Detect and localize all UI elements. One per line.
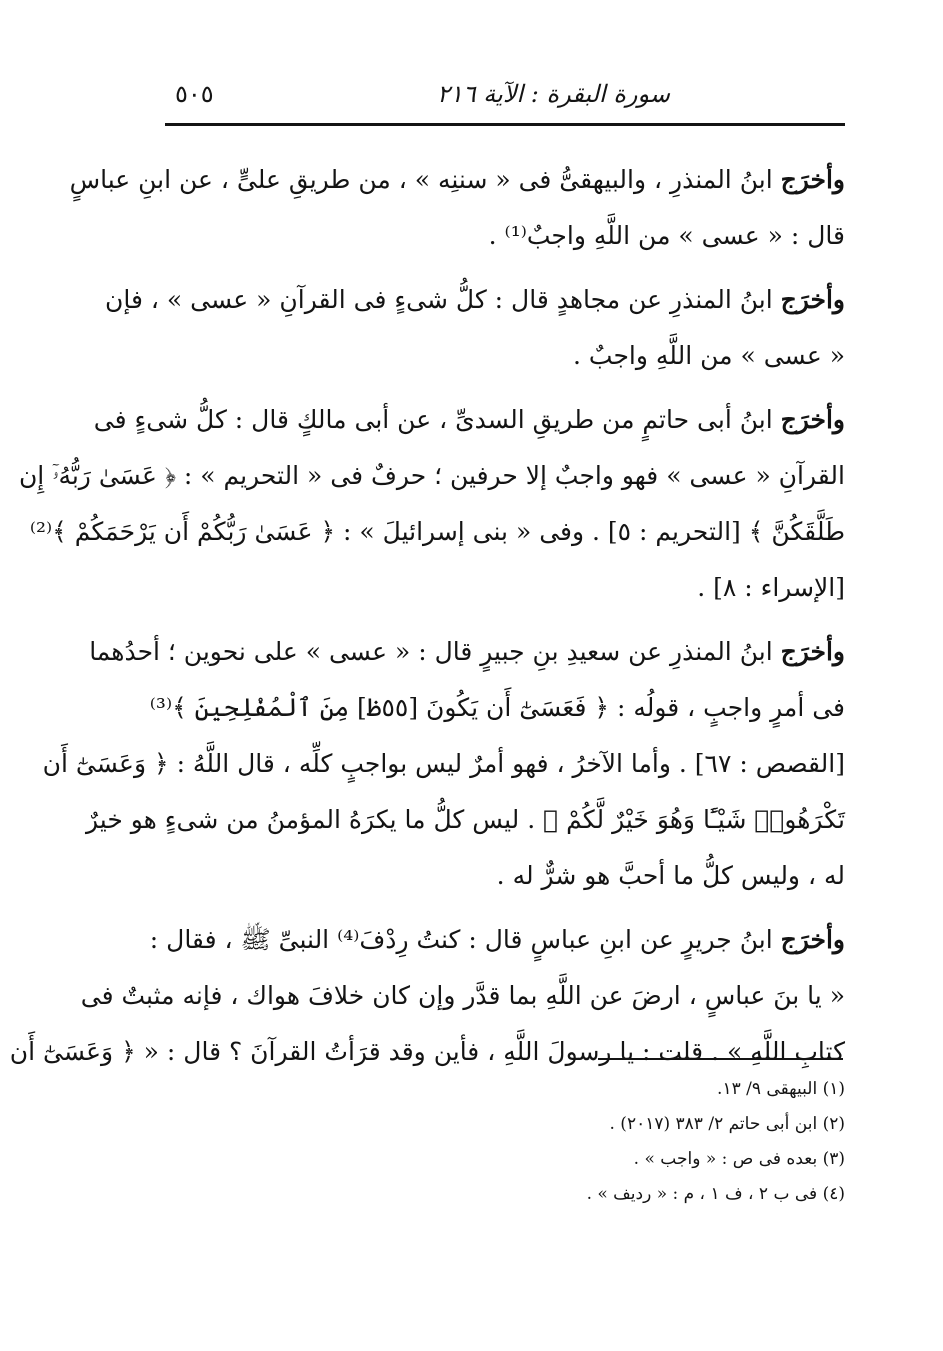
footnotes (160, 1072, 845, 1212)
line-text: كتابِ اللَّهِ » . قلت : يا رسولَ اللَّهِ ، فأين وقد قرَأتُ القرآنَ ؟ قال : « ﴿ وَعَسَىٰٓ أَن (9, 1037, 845, 1066)
line-text: [الإسراء : ٨] . (697, 573, 845, 602)
text-line (69, 152, 845, 208)
line-text: القرآنِ « عسى » فهو واجبٌ إلا حرفين ؛ حرفٌ فى « التحريم » : ﴿ عَسَىٰ رَبُّهُۥٓ إِن (18, 461, 845, 490)
line-text: « يا بنَ عباسٍ ، ارضَ عن اللَّهِ بما قدَّر وإن كان خلافَ هواك ، فإنه مثبتٌ فى (80, 981, 845, 1010)
line-text: ابنُ المنذرِ ، والبيهقىُّ فى « سننِه » ، من طريقِ علىٍّ ، عن ابنِ عباسٍ (69, 165, 781, 194)
line-text: فى أمرٍ واجبٍ ، قولُه : ﴿ فَعَسَىٰٓ أَن يَكُونَ [٥٥ظ] مِنَ ٱلْمُفْلِحِينَ ﴾⁽³⁾ (149, 693, 845, 722)
text-line (42, 736, 845, 792)
text-line (85, 792, 845, 848)
line-text: ابنُ جريرٍ عن ابنِ عباسٍ قال : كنتُ رِدْفَ⁽⁴⁾ النبىِّ ﷺ ، فقال : (149, 925, 781, 954)
header-rule (165, 123, 845, 126)
line-text: [القصص : ٦٧] . وأما الآخرُ ، فهو أمرٌ ليس بواجبٍ كلِّه ، قال اللَّهُ : ﴿ وَعَسَىٰٓ أَن (42, 749, 845, 778)
text-line (93, 392, 845, 448)
footnote: (٤) فى ب ٢ ، ف ١ ، م : « رديف » . (586, 1184, 845, 1204)
text-line (160, 208, 845, 264)
running-title: سورة البقرة : الآية ٢١٦ (436, 80, 670, 108)
page-number: ٥٠٥ (175, 80, 214, 108)
line-text: له ، وليس كلُّ ما أحبَّ هو شرٌّ له . (496, 861, 845, 890)
paragraph-lead: وأخرَج (780, 925, 845, 954)
paragraph-lead: وأخرَج (780, 165, 845, 194)
text-line (18, 448, 845, 504)
text-line (80, 968, 845, 1024)
paragraph-lead: وأخرَج (780, 637, 845, 666)
footnote: (٢) ابن أبى حاتم ٢/ ٣٨٣ (٢٠١٧) . (609, 1114, 845, 1134)
text-line (160, 560, 845, 616)
paragraph-lead: وأخرَج (780, 285, 845, 314)
paragraph-lead: وأخرَج (780, 405, 845, 434)
text-line (160, 848, 845, 904)
main-text (9, 152, 845, 1080)
text-line (160, 328, 845, 384)
line-text: طَلَّقَكُنَّ ﴾ [التحريم : ٥] . وفى « بنى إسرائيلَ » : ﴿ عَسَىٰ رَبُّكُمْ أَن يَرْحَمَكُمْ ﴾⁽²⁾ (29, 517, 845, 546)
line-text: « عسى » من اللَّهِ واجبٌ . (573, 341, 845, 370)
text-line (29, 504, 845, 560)
line-text: ابنُ المنذرِ عن سعيدِ بنِ جبيرٍ قال : « عسى » على نحوين ؛ أحدُهما (89, 637, 781, 666)
text-line (89, 624, 845, 680)
footnote: (٣) بعده فى ص : « واجب » . (633, 1149, 845, 1169)
line-text: تَكْرَهُوا۟ شَيْـًٔا وَهُوَ خَيْرٌ لَّكُمْ ﴾ . ليس كلُّ ما يكرَهُ المؤمنُ من شىءٍ هو خيرٌ (85, 805, 845, 834)
text-line (149, 680, 845, 736)
line-text: ابنُ المنذرِ عن مجاهدٍ قال : كلُّ شىءٍ فى القرآنِ « عسى » ، فإن (105, 285, 781, 314)
footnote: (١) البيهقى ٩/ ١٣. (717, 1079, 845, 1099)
page-header (165, 70, 845, 120)
text-line (105, 272, 845, 328)
text-line (149, 912, 845, 968)
line-text: قال : « عسى » من اللَّهِ واجبٌ⁽¹⁾ . (488, 221, 845, 250)
footnote-rule (598, 1058, 843, 1060)
line-text: ابنُ أبى حاتمٍ من طريقِ السدىِّ ، عن أبى مالكٍ قال : كلُّ شىءٍ فى (93, 405, 781, 434)
